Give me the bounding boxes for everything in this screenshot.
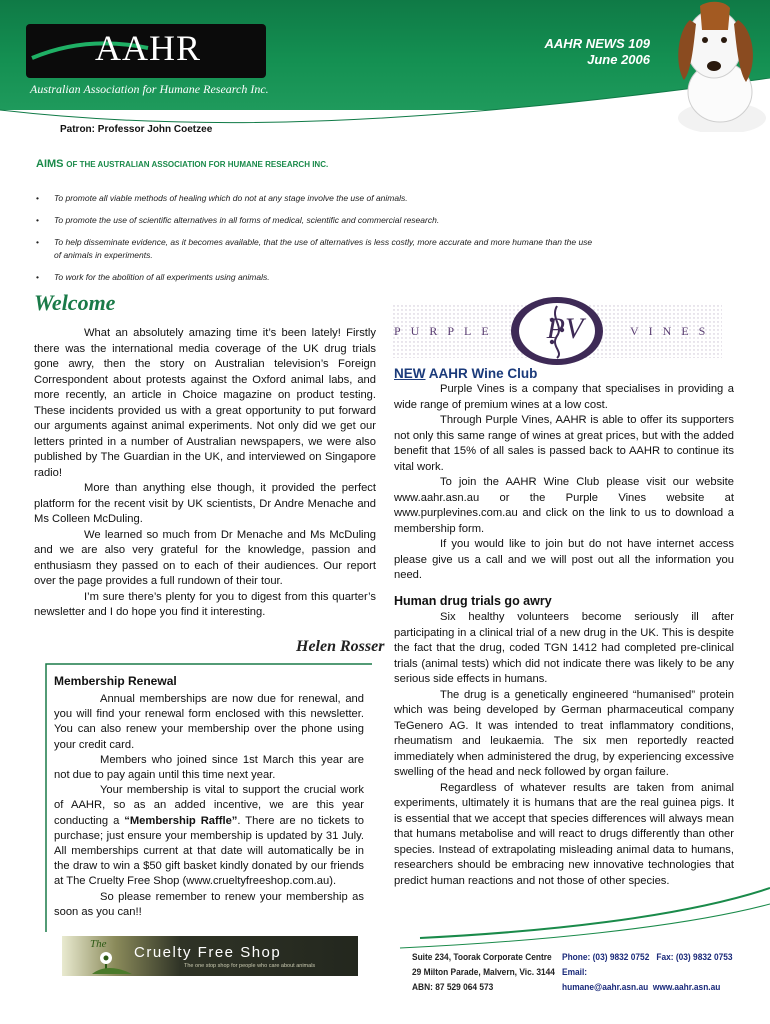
drug-trials-article: [394, 610, 734, 889]
website-link[interactable]: www.aahr.asn.au: [652, 982, 721, 993]
drug-trials-heading: Human drug trials go awry: [394, 594, 552, 608]
drug-paragraph: Six healthy volunteers become seriously ill after participating in a clinical trial of a new drug in the UK. This is despite the fact that the drug, coded TGN 1412 had completed pre-clinical trials (animal tests) which did not indicate there was likely to be any serious side effects in humans.: [394, 611, 734, 685]
beagle-dog-image: [650, 0, 770, 132]
membership-paragraph: So please remember to renew your membership as soon as you can!!: [54, 890, 364, 918]
aims-item: • To help disseminate evidence, as it becomes available, that the use of alternatives is less costly, more accurate and more humane than the use of animals in experiments.: [36, 236, 596, 262]
welcome-paragraph: I’m sure there’s plenty for you to digest from this quarter’s newsletter and I do hope you find it interesting.: [34, 590, 376, 618]
address-line: 29 Milton Parade, Malvern, Vic. 3144: [412, 967, 555, 978]
patron-line: Patron: Professor John Coetzee: [60, 124, 213, 135]
membership-heading: Membership Renewal: [54, 674, 177, 688]
welcome-paragraph: More than anything else though, it provided the perfect platform for the recent visit by UK scientists, Dr Andre Menache and Ms Colleen McDuling.: [34, 482, 376, 525]
wine-club-article: [394, 382, 734, 584]
aims-list: [36, 192, 596, 293]
email-link[interactable]: Email: humane@aahr.asn.au: [562, 967, 649, 993]
membership-text: . There are no tickets to purchase; just ensure your membership is updated by 31 July. All memberships current at that date will automatically be in the draw to win a $50 gift basket kindly donated by our friends at The Cruelty Free Shop (www.crueltyfreeshop.com.au).: [54, 814, 364, 888]
pv-monogram: PV: [546, 312, 584, 345]
membership-article: [54, 692, 364, 920]
address-block: [412, 950, 555, 995]
aims-item: • To promote all viable methods of healing which do not at any stage involve the use of animals.: [36, 192, 596, 205]
raffle-name: “Membership Raffle”: [124, 814, 238, 827]
welcome-heading: Welcome: [34, 290, 116, 315]
membership-text: Your membership is vital to support the crucial work of AAHR, so as an added incentive, we are this year conducting a: [54, 784, 364, 827]
welcome-paragraph: What an absolutely amazing time it’s been lately! Firstly there was the international media coverage of the UK drug trials gone awry, then the story on Australian television’s Foreign Correspondent about protests against the Oxford animal labs, and more recently, an article in Choice magazine on product testing. These incidents provided us with a great opportunity to put forward our arguments against animal experiments. Not only did we get our letters printed in a number of Australian newspapers, we were also published by The Guardian in the UK, and interviewed on Singapore radio!: [34, 327, 376, 479]
wine-paragraph: Purple Vines is a company that specialises in providing a wide range of premium wines at a low cost.: [394, 383, 734, 411]
aims-heading: [36, 158, 328, 170]
aims-word: AIMS: [36, 158, 64, 170]
fax: Fax: (03) 9832 0753: [656, 952, 733, 963]
purple-word: PURPLE: [394, 324, 499, 338]
issue-info: [545, 36, 650, 68]
aims-item: • To work for the abolition of all experiments using animals.: [36, 271, 596, 284]
welcome-article: [34, 326, 376, 621]
membership-paragraph: Members who joined since 1st March this year are not due to pay again until this time next year.: [54, 753, 364, 782]
new-label: NEW: [394, 366, 426, 381]
wine-paragraph: If you would like to join but do not have internet access please give us a call and we will post out all the information you need.: [394, 538, 734, 581]
wine-paragraph: Through Purple Vines, AAHR is able to offer its supporters not only this same range of wines at great prices, but with the added benefit that 15% of all sales is passed back to AAHR to continue its vital work.: [394, 414, 734, 473]
signature: Helen Rosser: [296, 638, 385, 655]
drug-paragraph: The drug is a genetically engineered “humanised” protein which was being developed by German pharmaceutical company TeGenero AG. It was intended to treat inflammatory conditions, rheumatism and leukaemia. The six men reportedly reacted immediately when administered the drug, by experiencing excessive swelling of the head and neck followed by organ failure.: [394, 688, 734, 778]
membership-paragraph: [54, 783, 364, 889]
phone: Phone: (03) 9832 0752: [562, 952, 650, 963]
organization-name: Australian Association for Humane Research Inc.: [30, 82, 269, 96]
drug-paragraph: Regardless of whatever results are taken from animal experiments, ultimately it is humans that are the real guinea pigs. It is essential that we accept that species differences will always mean that humans metabolise and will react to drugs differently than other species. Instead of extrapolating misleading animal data to humans, researchers should be embracing new innovative technologies that predict human reactions and not those of other species.: [394, 781, 734, 887]
vines-word: VINES: [630, 324, 716, 338]
aims-heading-rest: OF THE AUSTRALIAN ASSOCIATION FOR HUMANE RESEARCH INC.: [66, 160, 329, 169]
abn: ABN: 87 529 064 573: [412, 982, 494, 993]
wine-club-title: AAHR Wine Club: [425, 366, 538, 381]
wine-paragraph: To join the AAHR Wine Club please visit our website www.aahr.asn.au or the Purple Vines website at www.purplevines.com.au and click on the link to us to download a membership form.: [394, 476, 734, 535]
welcome-paragraph: We learned so much from Dr Menache and Ms McDuling and we are also very grateful for the knowledge, passion and enthusiasm they passed on to each of their audiences. Our report over the page provides a full rundown of their tour.: [34, 528, 376, 587]
issue-date: June 2006: [587, 52, 650, 67]
cfs-the: The: [90, 938, 107, 950]
aims-item: • To promote the use of scientific alternatives in all forms of medical, scientific and commercial research.: [36, 214, 596, 227]
flower-icon: [92, 948, 132, 974]
cfs-name: Cruelty Free Shop: [134, 944, 282, 961]
wine-club-heading: [394, 366, 537, 381]
cfs-tagline: The one stop shop for people who care about animals: [184, 963, 316, 969]
logo-text: AAHR: [95, 28, 202, 68]
address-line: Suite 234, Toorak Corporate Centre: [412, 952, 552, 963]
issue-number: AAHR NEWS 109: [544, 36, 650, 51]
membership-paragraph: Annual memberships are now due for renewal, and you will find your renewal form enclosed with this newsletter. You can also renew your membership over the phone using your credit card.: [54, 693, 364, 751]
contact-block: [562, 950, 745, 995]
